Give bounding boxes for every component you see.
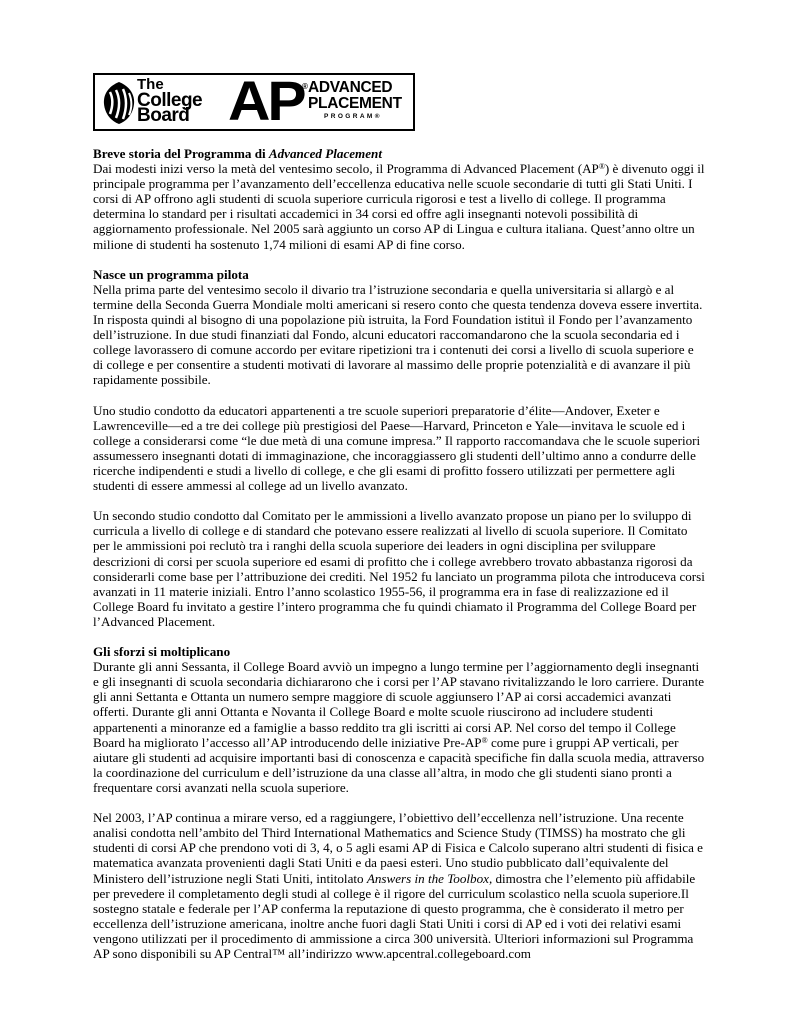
- logo-advanced: ADVANCED: [308, 79, 393, 96]
- logo-board: Board: [137, 105, 190, 126]
- paragraph-efforts-2: [93, 810, 705, 961]
- paragraph-text: Nel 2003, l’AP continua a mirare verso, ed a raggiungere, l’obiettivo dell’eccellenza nell’istruzione. Una recente analisi condotta nell’ambito del Third International Mathematics and Science Study (TIMSS) ha mostrato che gli studenti di corsi AP che prendono voti di 3, 4, o 5 agli esami AP di Fisica e Calcolo superano altri studenti di fisica e matematica avanzata provenienti dagli Stati Uniti e da paesi esteri. Uno studio pubblicato dall’equivalente del Ministero dell’istruzione negli Stati Uniti, intitolato: [93, 810, 703, 886]
- book-title: Answers in the Toolbox,: [366, 870, 493, 886]
- paragraph-intro: [93, 161, 705, 252]
- paragraph-pilot-3: Un secondo studio condotto dal Comitato per le ammissioni a livello avanzato propose un piano per lo sviluppo di curricula a livello di college e di standard che potevano essere realizzati al livello di scuola superiore. Il Comitato per le ammissioni poi reclutò tra i ranghi della scuola superiore dei leaders in ogni disciplina per sviluppare descrizioni di corsi per scuola superiore ed esami di profitto che i college avrebbero trovato abbastanza rigorosi da considerarli come base per l’attribuzione dei crediti. Nel 1952 fu lanciato un programma pilota che introduceva corsi avanzati in 11 materie iniziali. Entro l’anno scolastico 1955-56, il programma era in fase di realizzazione ed il College Board fu invitato a gestire l’intero programma che fu quindi chiamato il Programma del College Board per l’Advanced Placement.: [93, 508, 705, 629]
- ap-program-wordmark: [308, 80, 402, 122]
- heading-italic-text: Advanced Placement: [268, 146, 382, 161]
- heading-text: Breve storia del Programma di: [93, 146, 269, 161]
- paragraph-text: come pure i gruppi AP verticali, per aiutare gli studenti ad acquisire importanti basi di conoscenza e capacità specifiche fin dalla scuola media, attraverso la coordinazione del curriculum e dell’istruzione da una classe all’altra, in modo che gli studenti siano pronti a frequentare corsi avanzati nella scuola superiore.: [93, 734, 705, 795]
- paragraph-pilot-2: Uno studio condotto da educatori appartenenti a tre scuole superiori preparatorie d’élite—Andover, Exeter e Lawrenceville—ed a tre dei college più prestigiosi del Paese—Harvard, Princeton e Yale—invitava le scuole ed i college a considerarsi come “le due metà di una comune impresa.” Il rapporto raccomandava che le scuole superiori assumessero insegnanti dotati di immaginazione, che incoraggiassero gli studenti dell’ultimo anno a condurre delle ricerche indipendenti e studi a livello di college, e che gli esami di profitto fossero utilizzati per permettere agli studenti di essere ammessi al college ad un livello avanzato.: [93, 402, 701, 494]
- document-body: [93, 146, 705, 976]
- paragraph-text: ) è divenuto oggi il principale programma per l’avanzamento dell’eccellenza educativa nelle scuole secondarie di tutti gli Stati Uniti. I corsi di AP offrono agli studenti di scuola superiore curricula rigorosi e test a livello di college. Il programma determina lo standard per i risultati accademici in 34 corsi ed offre agli insegnanti notevoli possibilità di aggiornamento professionale. Nel 2005 sarà aggiunto un corso AP di Lingua e cultura italiana. Quest’anno oltre un milione di studenti ha sostenuto 1,74 milioni di esami AP di fine corso.: [93, 161, 705, 252]
- registered-mark: ®: [598, 162, 605, 172]
- paragraph-text: dimostra che l’elemento più affidabile per prevedere il completamento degli studi al college è il rigore del curriculum scolastico nella scuola superiore.Il sostegno statale e federale per l’AP conferma la reputazione di questo programma, che è considerato il metro per eccellenza dell’istruzione americana, inoltre anche fuori dagli Stati Uniti i corsi di AP ed i voti dei relativi esami vengono utilizzati per il procedimento di ammissione a circa 300 università. Ulteriori informazioni sul Programma AP sono disponibili su AP Central™ all’indirizzo www.apcentral.collegeboard.com: [93, 870, 696, 961]
- section-heading-pilot: Nasce un programma pilota: [93, 266, 249, 282]
- paragraph-text: Durante gli anni Sessanta, il College Board avviò un impegno a lungo termine per l’aggiornamento degli insegnanti e gli insegnanti di scuola secondaria dichiararono che i corsi per l’AP stavano rivitalizzando le loro carriere. Durante gli anni Settanta e Ottanta un numero sempre maggiore di scuole aggiunsero l’AP ai corsi accademici avanzati offerti. Durante gli anni Ottanta e Novanta il College Board e molte scuole riuscirono ad includere studenti appartenenti a minoranze ed a famiglie a basso reddito tra gli iscritti ai corsi AP. Nel corso del tempo il College Board ha migliorato l’accesso all’AP introducendo delle iniziative Pre-AP: [93, 659, 705, 750]
- section-heading-efforts: Gli sforzi si moltiplicano: [93, 644, 231, 660]
- paragraph-pilot-1: Nella prima parte del ventesimo secolo il divario tra l’istruzione secondaria e quella universitaria si allargò e al termine della Seconda Guerra Mondiale molti americani si resero conto che questa tendenza doveva essere invertita. In risposta quindi al bisogno di una popolazione più istruita, la Ford Foundation istituì il Fondo per l’avanzamento dell’istruzione. In due studi finanziati dal Fondo, alcuni educatori raccomandarono che la scuola secondaria ed i college lavorassero di comune accordo per evitare ripetizioni tra i contenuti dei corsi a livello di scuola superiore e di college e per consentire a studenti motivati di lavorare al massimo delle proprie potenzialità e di avanzare il più rapidamente possibile.: [93, 281, 703, 388]
- section-heading-history: [93, 146, 705, 161]
- paragraph-efforts-1: [93, 659, 705, 795]
- logo-the: The: [137, 76, 164, 93]
- registered-mark: ®: [481, 735, 488, 745]
- logo-placement: PLACEMENT: [308, 95, 402, 112]
- logo-program: PROGRAM®: [324, 113, 382, 120]
- ap-wordmark: AP: [228, 69, 304, 132]
- college-board-ap-logo: [93, 69, 415, 132]
- college-board-wordmark: [137, 77, 202, 124]
- college-board-acorn-icon: [99, 80, 139, 126]
- ap-registered-mark: ®: [302, 82, 308, 91]
- logo-college: College: [137, 89, 203, 111]
- paragraph-text: Dai modesti inizi verso la metà del ventesimo secolo, il Programma di Advanced Placement (AP: [93, 161, 599, 177]
